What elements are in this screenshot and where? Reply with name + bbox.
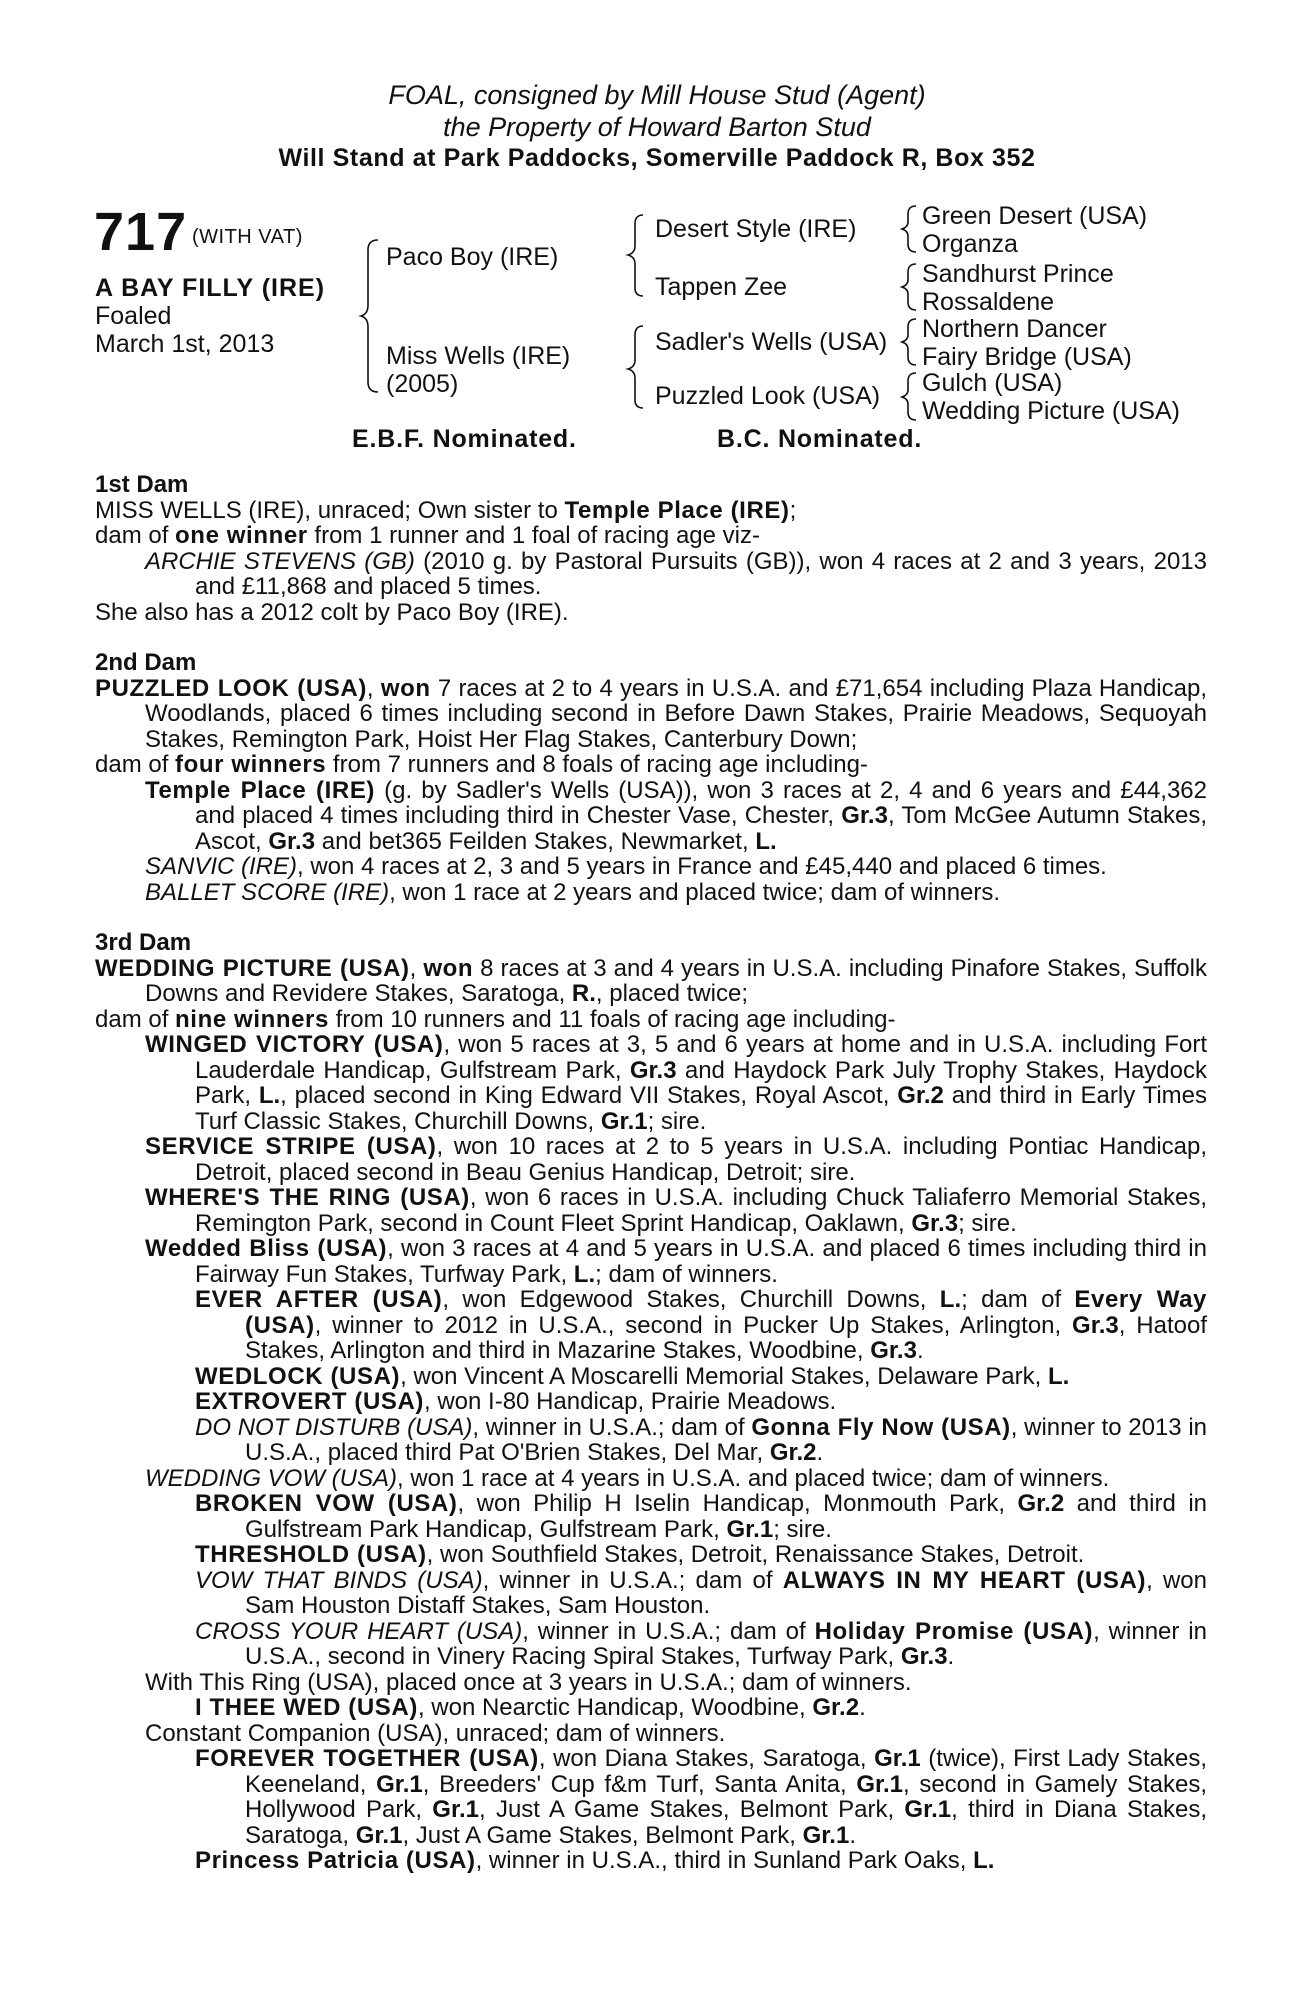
dam-sire: Sadler's Wells (USA) (655, 328, 888, 356)
g3-3: Sandhurst Prince (922, 260, 1114, 288)
produce-temple-place: Temple Place (IRE) (g. by Sadler's Wells (USA)), won 3 races at 2, 4 and 6 years and £44,362 and placed 4 times including third in Chester Vase, Chester, Gr.3, Tom McGee Autumn Stakes, Ascot, Gr.3 and bet365 Feilden Stakes, Newmarket, L. (145, 776, 1208, 855)
produce-vow-that-binds: VOW THAT BINDS (USA), winner in U.S.A.; dam of ALWAYS IN MY HEART (USA), won Sam Houston Distaff Stakes, Sam Houston. (195, 1566, 1207, 1619)
dam: Miss Wells (IRE) (386, 342, 571, 370)
consignor-line: FOAL, consigned by Mill House Stud (Agent) (388, 80, 926, 110)
property-line: the Property of Howard Barton Stud (443, 112, 871, 142)
dam-dam: Puzzled Look (USA) (655, 382, 881, 410)
main-brace (361, 240, 378, 392)
bc-nominated: B.C. Nominated. (717, 425, 923, 453)
produce-princess-patricia: Princess Patricia (USA), winner in U.S.A., third in Sunland Park Oaks, L. (195, 1847, 995, 1874)
lot-number: 717 (94, 202, 188, 262)
g3-5: Northern Dancer (922, 315, 1107, 343)
first-dam-entry: MISS WELLS (IRE), unraced; Own sister to Temple Place (IRE); (95, 496, 797, 524)
produce-threshold: THRESHOLD (USA), won Southfield Stakes, Detroit, Renaissance Stakes, Detroit. (195, 1541, 1085, 1568)
produce-broken-vow: BROKEN VOW (USA), won Philip H Iselin Handicap, Monmouth Park, Gr.2 and third in Gulfstream Park Handicap, Gulfstream Park, Gr.1; sire. (195, 1490, 1207, 1543)
third-dam-entry: WEDDING PICTURE (USA), won 8 races at 3 and 4 years in U.S.A. including Pinafore Stakes, Suffolk Downs and Revidere Stakes, Saratoga, R., placed twice; (95, 954, 1207, 1007)
brace-sadlers-wells (902, 319, 916, 365)
produce-i-thee-wed: I THEE WED (USA), won Nearctic Handicap, Woodbine, Gr.2. (195, 1694, 866, 1721)
catalogue-body (95, 472, 1207, 1874)
produce-ever-after: EVER AFTER (USA), won Edgewood Stakes, Churchill Downs, L.; dam of Every Way (USA), winner to 2012 in U.S.A., second in Pucker Up Stakes, Arlington, Gr.3, Hatoof Stakes, Arlington and third in Mazarine Stakes, Woodbine, Gr.3. (195, 1286, 1207, 1364)
produce-cross-your-heart: CROSS YOUR HEART (USA), winner in U.S.A.; dam of Holiday Promise (USA), winner in U.S.A., second in Vinery Racing Spiral Stakes, Turfway Park, Gr.3. (195, 1617, 1207, 1670)
sire: Paco Boy (IRE) (386, 243, 559, 271)
sire-brace (628, 215, 643, 296)
vat-note: (WITH VAT) (192, 226, 303, 248)
g3-8: Wedding Picture (USA) (922, 397, 1180, 425)
brace-desert-style (902, 206, 916, 252)
produce-winged-victory: WINGED VICTORY (USA), won 5 races at 3, 5 and 6 years at home and in U.S.A. including Fort Lauderdale Handicap, Gulfstream Park, Gr.3 and Haydock Park July Trophy Stakes, Haydock Park, L., placed second in King Edward VII Stakes, Royal Ascot, Gr.2 and third in Early Times Turf Classic Stakes, Churchill Downs, Gr.1; sire. (145, 1031, 1208, 1135)
sire-dam: Tappen Zee (655, 273, 788, 301)
g3-7: Gulch (USA) (922, 369, 1063, 397)
first-dam-produce: dam of one winner from 1 runner and 1 foal of racing age viz- (95, 522, 760, 549)
produce-service-stripe: SERVICE STRIPE (USA), won 10 races at 2 to 5 years in U.S.A. including Pontiac Handicap, Detroit, placed second in Beau Genius Handicap, Detroit; sire. (145, 1133, 1208, 1186)
produce-ballet-score: BALLET SCORE (IRE), won 1 race at 2 years and placed twice; dam of winners. (145, 878, 1001, 906)
brace-tappen-zee (902, 264, 916, 310)
sire-sire: Desert Style (IRE) (655, 215, 857, 243)
third-dam-heading: 3rd Dam (95, 929, 192, 956)
dam-brace (628, 326, 643, 408)
brace-puzzled-look (902, 373, 916, 420)
third-dam-produce: dam of nine winners from 10 runners and 11 foals of racing age including- (95, 1005, 896, 1033)
g3-6: Fairy Bridge (USA) (922, 343, 1132, 371)
first-dam-note: She also has a 2012 colt by Paco Boy (IRE). (95, 598, 569, 626)
second-dam-heading: 2nd Dam (95, 649, 197, 676)
produce-wheres-the-ring: WHERE'S THE RING (USA), won 6 races in U.S.A. including Chuck Taliaferro Memorial Stakes, Remington Park, second in Count Fleet Sprint Handicap, Oaklawn, Gr.3; sire. (145, 1184, 1207, 1237)
produce-sanvic: SANVIC (IRE), won 4 races at 2, 3 and 5 years in France and £45,440 and placed 6 times. (145, 853, 1107, 880)
produce-do-not-disturb: DO NOT DISTURB (USA), winner in U.S.A.; dam of Gonna Fly Now (USA), winner to 2013 in U.S.A., placed third Pat O'Brien Stakes, Del Mar, Gr.2. (195, 1413, 1207, 1466)
g3-2: Organza (922, 230, 1018, 258)
produce-with-this-ring: With This Ring (USA), placed once at 3 years in U.S.A.; dam of winners. (145, 1668, 912, 1696)
ebf-nominated: E.B.F. Nominated. (352, 425, 577, 453)
lot-title: A BAY FILLY (IRE) (95, 274, 326, 302)
dam-year: (2005) (386, 370, 459, 398)
foaled-label: Foaled (95, 302, 172, 330)
stand-location: Will Stand at Park Paddocks, Somerville Paddock R, Box 352 (278, 144, 1036, 172)
second-dam-entry: PUZZLED LOOK (USA), won 7 races at 2 to 4 years in U.S.A. and £71,654 including Plaza Handicap, Woodlands, placed 6 times including second in Before Dawn Stakes, Prairie Meadows, Sequoyah Stakes, Remington Park, Hoist Her Flag Stakes, Canterbury Down; (95, 674, 1208, 753)
foaled-date: March 1st, 2013 (95, 330, 275, 358)
produce-constant-companion: Constant Companion (USA), unraced; dam of winners. (145, 1719, 726, 1747)
g3-4: Rossaldene (922, 288, 1055, 316)
produce-wedding-vow: WEDDING VOW (USA), won 1 race at 4 years in U.S.A. and placed twice; dam of winners. (145, 1464, 1110, 1492)
produce-forever-together: FOREVER TOGETHER (USA), won Diana Stakes, Saratoga, Gr.1 (twice), First Lady Stakes, Keeneland, Gr.1, Breeders' Cup f&m Turf, Santa Anita, Gr.1, second in Gamely Stakes, Hollywood Park, Gr.1, Just A Game Stakes, Belmont Park, Gr.1, third in Diana Stakes, Saratoga, Gr.1, Just A Game Stakes, Belmont Park, Gr.1. (195, 1745, 1208, 1849)
produce-wedded-bliss: Wedded Bliss (USA), won 3 races at 4 and 5 years in U.S.A. and placed 6 times including third in Fairway Fun Stakes, Turfway Park, L.; dam of winners. (145, 1235, 1207, 1288)
produce-archie-stevens: ARCHIE STEVENS (GB) (2010 g. by Pastoral Pursuits (GB)), won 4 races at 2 and 3 years, 2013 and £11,868 and placed 5 times. (145, 547, 1207, 600)
second-dam-produce: dam of four winners from 7 runners and 8 foals of racing age including- (95, 751, 868, 778)
produce-wedlock: WEDLOCK (USA), won Vincent A Moscarelli Memorial Stakes, Delaware Park, L. (195, 1362, 1070, 1390)
produce-extrovert: EXTROVERT (USA), won I-80 Handicap, Prairie Meadows. (195, 1388, 837, 1415)
first-dam-heading: 1st Dam (95, 471, 189, 498)
g3-1: Green Desert (USA) (922, 202, 1148, 230)
